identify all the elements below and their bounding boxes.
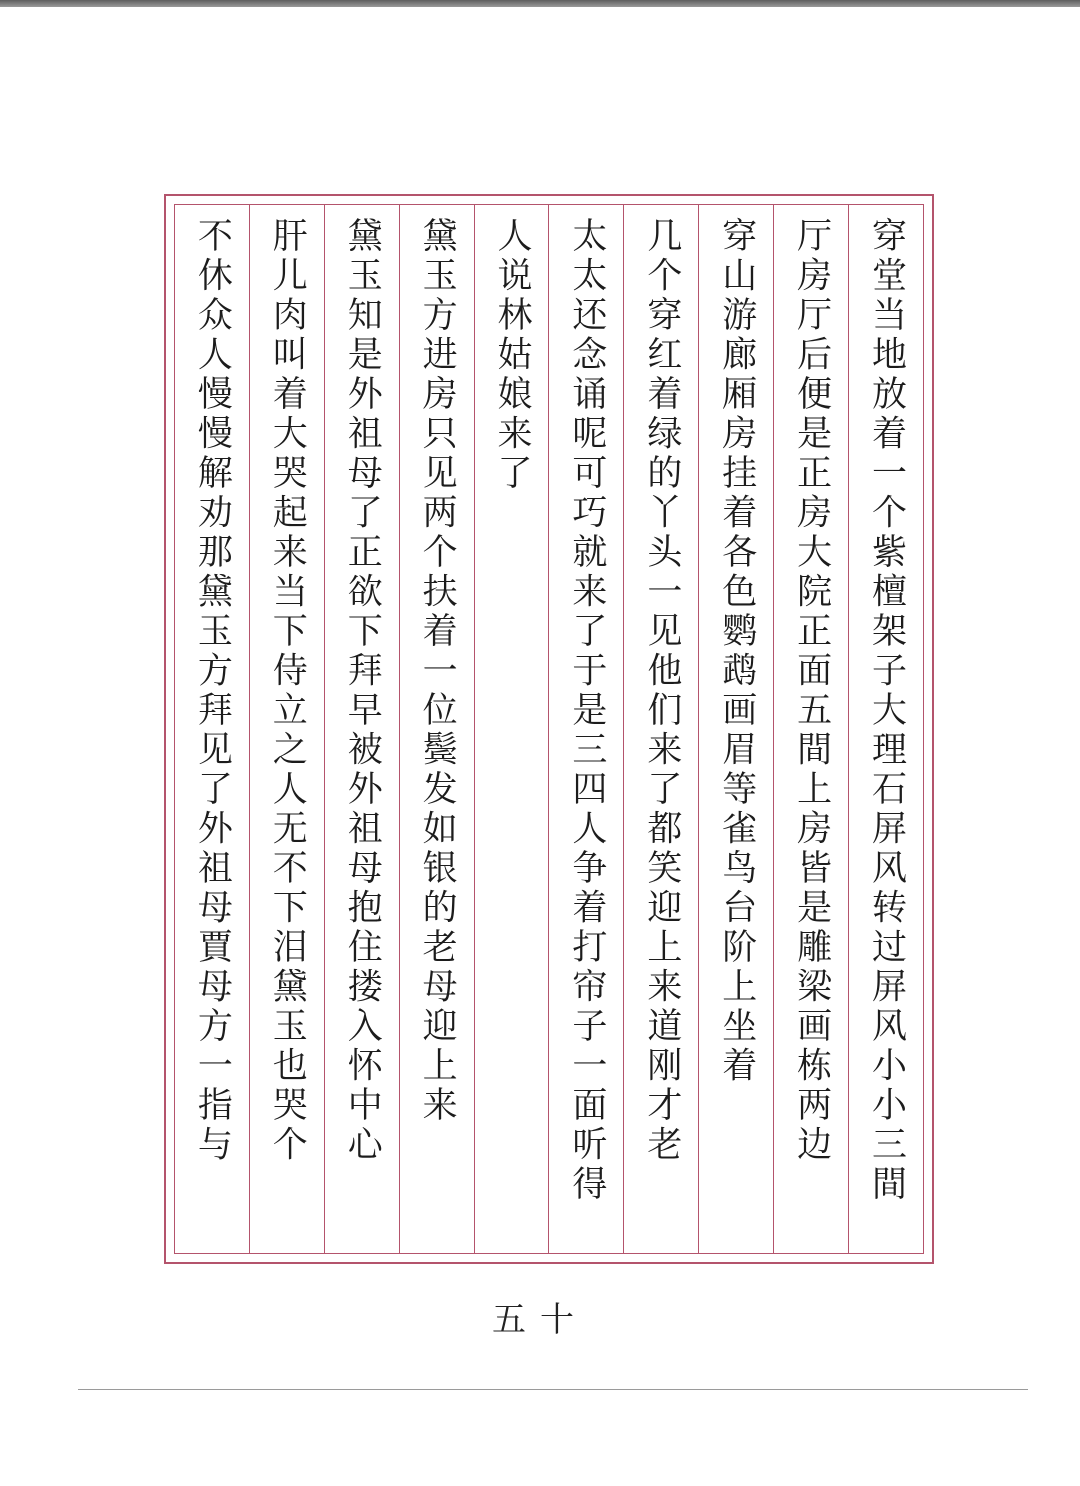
column-text: 太太还念诵呢可巧就来了于是三四人争着打帘子一面听得 bbox=[566, 217, 607, 1205]
text-column-10 bbox=[175, 205, 249, 1253]
column-text: 黛玉知是外祖母了正欲下拜早被外祖母抱住搂入怀中心 bbox=[342, 217, 383, 1165]
bottom-rule bbox=[78, 1389, 1028, 1390]
text-column-8 bbox=[324, 205, 399, 1253]
text-column-3 bbox=[698, 205, 773, 1253]
column-text: 黛玉方进房只见两个扶着一位鬓发如银的老母迎上来 bbox=[417, 217, 458, 1126]
page-number: 五十 bbox=[492, 1300, 588, 1340]
text-column-7 bbox=[399, 205, 474, 1253]
text-column-9 bbox=[249, 205, 324, 1253]
text-column-6 bbox=[474, 205, 549, 1253]
column-text: 不休众人慢慢解劝那黛玉方拜见了外祖母賈母方一指与 bbox=[192, 217, 233, 1165]
column-text: 穿堂当地放着一个紫檀架子大理石屏风转过屏风小小三間 bbox=[866, 217, 907, 1205]
text-column-5 bbox=[548, 205, 623, 1253]
scan-top-edge bbox=[0, 0, 1080, 7]
column-text: 肝儿肉叫着大哭起来当下侍立之人无不下泪黛玉也哭个 bbox=[267, 217, 308, 1165]
column-text: 穿山游廊厢房挂着各色鹦鹉画眉等雀鸟台阶上坐着 bbox=[716, 217, 757, 1086]
column-text: 人说林姑娘来了 bbox=[492, 217, 533, 494]
text-column-4 bbox=[623, 205, 698, 1253]
text-column-2 bbox=[773, 205, 848, 1253]
manuscript-grid bbox=[164, 194, 934, 1264]
manuscript-grid-inner bbox=[174, 204, 924, 1254]
column-text: 几个穿红着绿的丫头一见他们来了都笑迎上来道刚才老 bbox=[641, 217, 682, 1165]
column-text: 厅房厅后便是正房大院正面五間上房皆是雕梁画栋两边 bbox=[791, 217, 832, 1165]
text-column-1 bbox=[848, 205, 923, 1253]
